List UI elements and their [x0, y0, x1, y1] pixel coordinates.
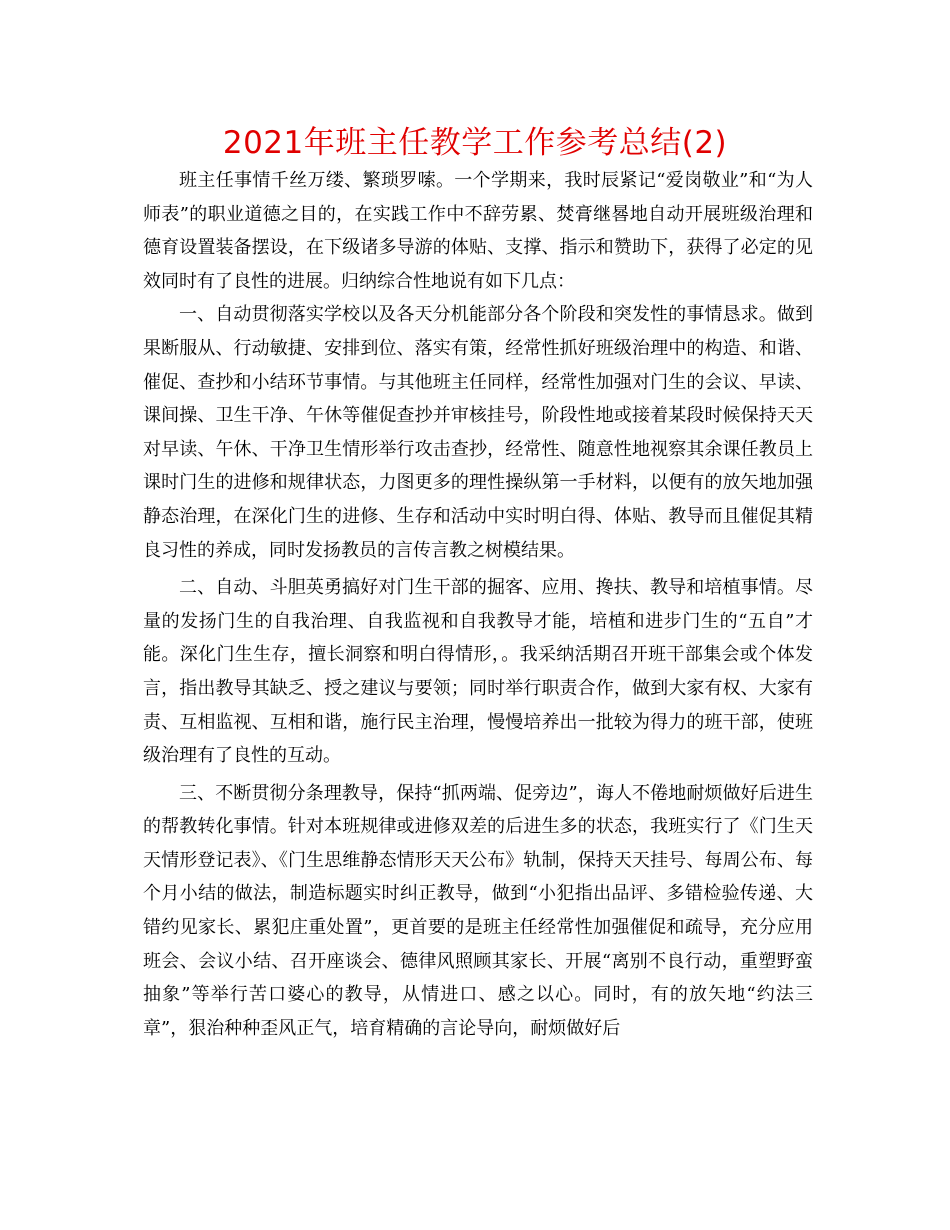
document-title: 2021年班主任教学工作参考总结(2)	[222, 125, 728, 161]
paragraph-point-3: 三、不断贯彻分条理教导，保持“抓两端、促旁边”，诲人不倦地耐烦做好后进生的帮教转化事情。针对本班规律或进修双差的后进生多的状态，我班实行了《门生天天情形登记表》、《门生思维静态情形天天公布》轨制，保持天天挂号、每周公布、每个月小结的做法，制造标题实时纠正教导，做到“小犯指出品评、多错检验传递、大错约见家长、累犯庄重处置”，更首要的是班主任经常性加强催促和疏导，充分应用班会、会议小结、召开座谈会、德律风照顾其家长、开展“离别不良行动，重塑野蛮抽象”等举行苦口婆心的教导，从情进口、感之以心。同时，有的放矢地“约法三章”，狠治种种歪风正气，培育精确的言论导向，耐烦做好后	[143, 782, 813, 1039]
paragraph-point-1: 一、自动贯彻落实学校以及各天分机能部分各个阶段和突发性的事情恳求。做到果断服从、行动敏捷、安排到位、落实有策，经常性抓好班级治理中的构造、和谐、催促、查抄和小结环节事情。与其他班主任同样，经常性加强对门生的会议、早读、课间操、卫生干净、午休等催促查抄并审核挂号，阶段性地或接着某段时候保持天天对早读、午休、干净卫生情形举行攻击查抄，经常性、随意性地视察其余课任教员上课时门生的进修和规律状态，力图更多的理性操纵第一手材料，以便有的放矢地加强静态治理，在深化门生的进修、生存和活动中实时明白得、体贴、教导而且催促其精良习性的养成，同时发扬教员的言传言教之树模结果。	[143, 304, 813, 561]
paragraph-intro: 班主任事情千丝万缕、繁琐罗嗦。一个学期来，我时辰紧记“爱岗敬业”和“为人师表”的职业道德之目的，在实践工作中不辞劳累、焚膏继晷地自动开展班级治理和德育设置装备摆设，在下级诸多导游的体贴、支撑、指示和赞助下，获得了必定的见效同时有了良性的进展。归纳综合性地说有如下几点：	[143, 170, 813, 292]
document-body	[143, 164, 813, 1045]
paragraph-point-2: 二、自动、斗胆英勇搞好对门生干部的掘客、应用、搀扶、教导和培植事情。尽量的发扬门生的自我治理、自我监视和自我教导才能，培植和进步门生的“五自”才能。深化门生生存，擅长洞察和明白得情形，。我采纳活期召开班干部集会或个体发言，指出教导其缺乏、授之建议与要领；同时举行职责合作，做到大家有权、大家有责、互相监视、互相和谐，施行民主治理，慢慢培养出一批较为得力的班干部，使班级治理有了良性的互动。	[143, 577, 813, 767]
